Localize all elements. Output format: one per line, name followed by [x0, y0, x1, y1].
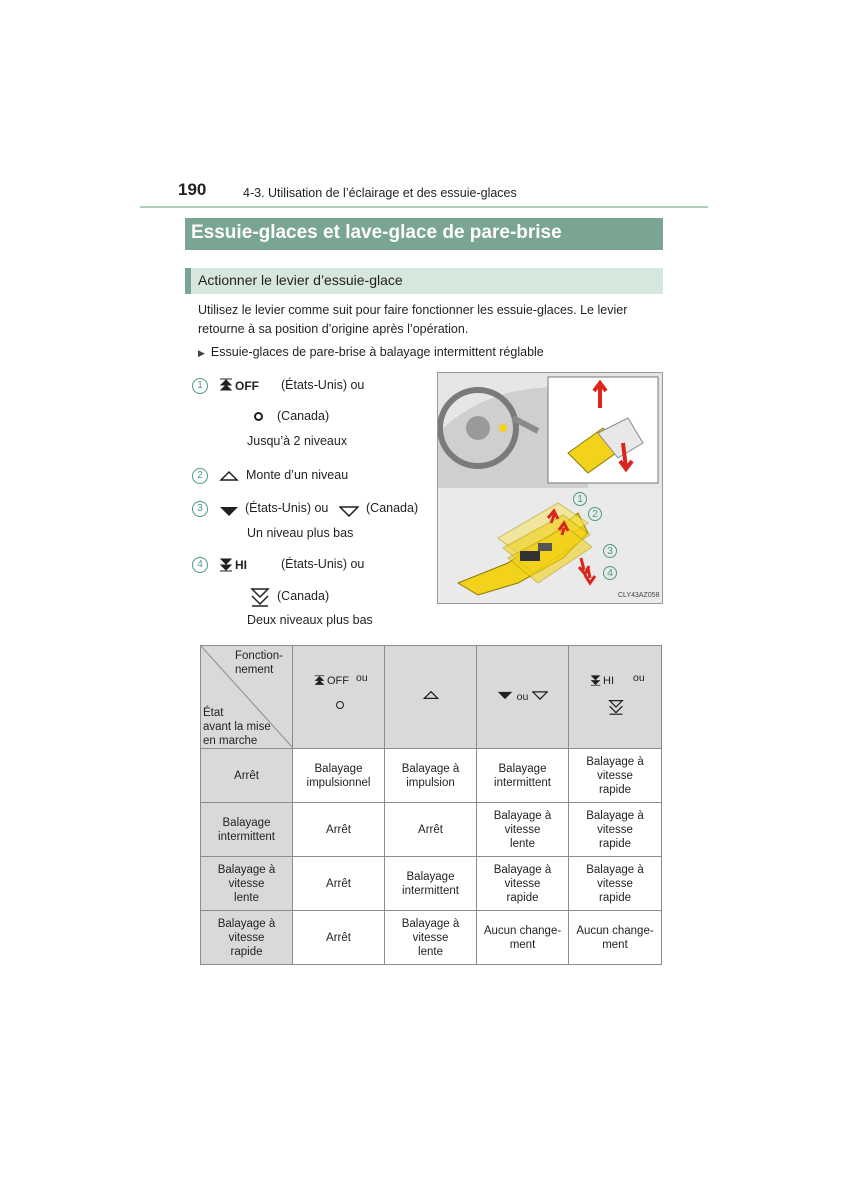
table-cell: Balayage impulsionnel: [293, 749, 385, 803]
table-row: [201, 911, 662, 965]
off-label: OFF: [235, 379, 259, 393]
illustration-callout-4: 4: [603, 566, 617, 580]
callout-4: 4: [192, 557, 208, 573]
table-header-row: [201, 646, 662, 749]
item1-desc: Jusqu’à 2 niveaux: [247, 434, 348, 448]
down-filled-icon: [497, 691, 513, 700]
mist-off-symbol: [219, 378, 233, 397]
canada-circle-icon: [254, 412, 263, 421]
table-cell: Balayage à vitesse rapide: [477, 857, 569, 911]
table-row: [201, 803, 662, 857]
header-col-up: [385, 646, 477, 749]
header-col-hi: [569, 646, 662, 749]
callout-3: 3: [192, 501, 208, 517]
row-state: Balayage intermittent: [201, 803, 293, 857]
up-chevron-icon: [219, 469, 239, 487]
table-cell: Balayage à vitesse lente: [477, 803, 569, 857]
table-cell: Aucun change- ment: [569, 911, 662, 965]
table-cell: Balayage à vitesse lente: [385, 911, 477, 965]
double-down-outline-icon: [250, 587, 270, 612]
table-cell: Balayage à vitesse rapide: [569, 803, 662, 857]
item3-us: (États-Unis) ou: [245, 501, 329, 515]
up-chevron-icon: [422, 690, 440, 700]
mist-up-icon: [314, 675, 325, 690]
mist-up-icon: [219, 378, 233, 392]
row-state: Arrêt: [201, 749, 293, 803]
double-down-outline-icon: [608, 699, 624, 719]
down-outline-icon: [339, 504, 359, 522]
table-cell: Balayage à vitesse rapide: [569, 857, 662, 911]
ou-label: ou: [516, 691, 529, 703]
item4-us: (États-Unis) ou: [281, 557, 365, 571]
header-col-down: [477, 646, 569, 749]
bullet-text: Essuie-glaces de pare-brise à balayage intermittent réglable: [210, 345, 544, 359]
subsection-accent: [185, 268, 191, 294]
table-row: [201, 857, 662, 911]
ou-label: ou: [356, 672, 368, 684]
row-state: Balayage à vitesse rapide: [201, 911, 293, 965]
section-title: Essuie-glaces et lave-glace de pare-brise: [191, 222, 562, 243]
table-cell: Balayage à impulsion: [385, 749, 477, 803]
header-col-off: [293, 646, 385, 749]
bullet-item: [198, 345, 544, 359]
illustration-callout-2: 2: [588, 507, 602, 521]
item3-canada: (Canada): [366, 501, 419, 515]
header-function-label: Fonction- nement: [235, 650, 283, 676]
illustration-callout-1: 1: [573, 492, 587, 506]
down-outline-icon: [532, 691, 548, 700]
wiper-lever-illustration: [437, 372, 663, 604]
table-cell: Balayage intermittent: [477, 749, 569, 803]
canada-circle-icon: [336, 701, 344, 709]
table-cell: Balayage à vitesse rapide: [569, 749, 662, 803]
ou-label: ou: [633, 672, 645, 684]
hi-label: HI: [603, 675, 614, 687]
table-cell: Arrêt: [293, 803, 385, 857]
callout-2: 2: [192, 468, 208, 484]
table-cell: Arrêt: [293, 857, 385, 911]
intro-paragraph: Utilisez le levier comme suit pour faire fonctionner les essuie-glaces. Le levier retourne à sa position d’origine après l’opération.: [198, 303, 628, 336]
double-down-icon: [590, 675, 601, 690]
off-label: OFF: [327, 675, 349, 687]
subsection-title: Actionner le levier d’essuie-glace: [198, 272, 403, 288]
hi-label: HI: [235, 558, 247, 572]
table-cell: Aucun change- ment: [477, 911, 569, 965]
callout-1: 1: [192, 378, 208, 394]
item3-desc: Un niveau plus bas: [247, 526, 354, 540]
illustration-callout-3: 3: [603, 544, 617, 558]
item2-label: Monte d’un niveau: [246, 468, 349, 482]
item1-us: (États-Unis) ou: [281, 378, 365, 392]
item4-desc: Deux niveaux plus bas: [247, 613, 373, 627]
item1-canada: (Canada): [277, 409, 330, 423]
header-rule: [140, 206, 708, 208]
table-cell: Arrêt: [385, 803, 477, 857]
triangle-bullet-icon: ▶: [198, 348, 205, 358]
wiper-operation-table: [200, 645, 662, 965]
illustration-drawing: [438, 373, 662, 603]
page-number: 190: [178, 180, 207, 199]
down-filled-icon: [219, 504, 239, 522]
illustration-code: CLY43AZ058: [618, 592, 660, 599]
item4-canada: (Canada): [277, 589, 330, 603]
table-row: [201, 749, 662, 803]
table-cell: Balayage intermittent: [385, 857, 477, 911]
double-down-icon: [219, 558, 233, 577]
table-corner-cell: [201, 646, 293, 749]
row-state: Balayage à vitesse lente: [201, 857, 293, 911]
table-cell: Arrêt: [293, 911, 385, 965]
running-head: 4-3. Utilisation de l’éclairage et des essuie-glaces: [243, 186, 517, 200]
header-state-label: État avant la mise en marche: [203, 707, 271, 747]
